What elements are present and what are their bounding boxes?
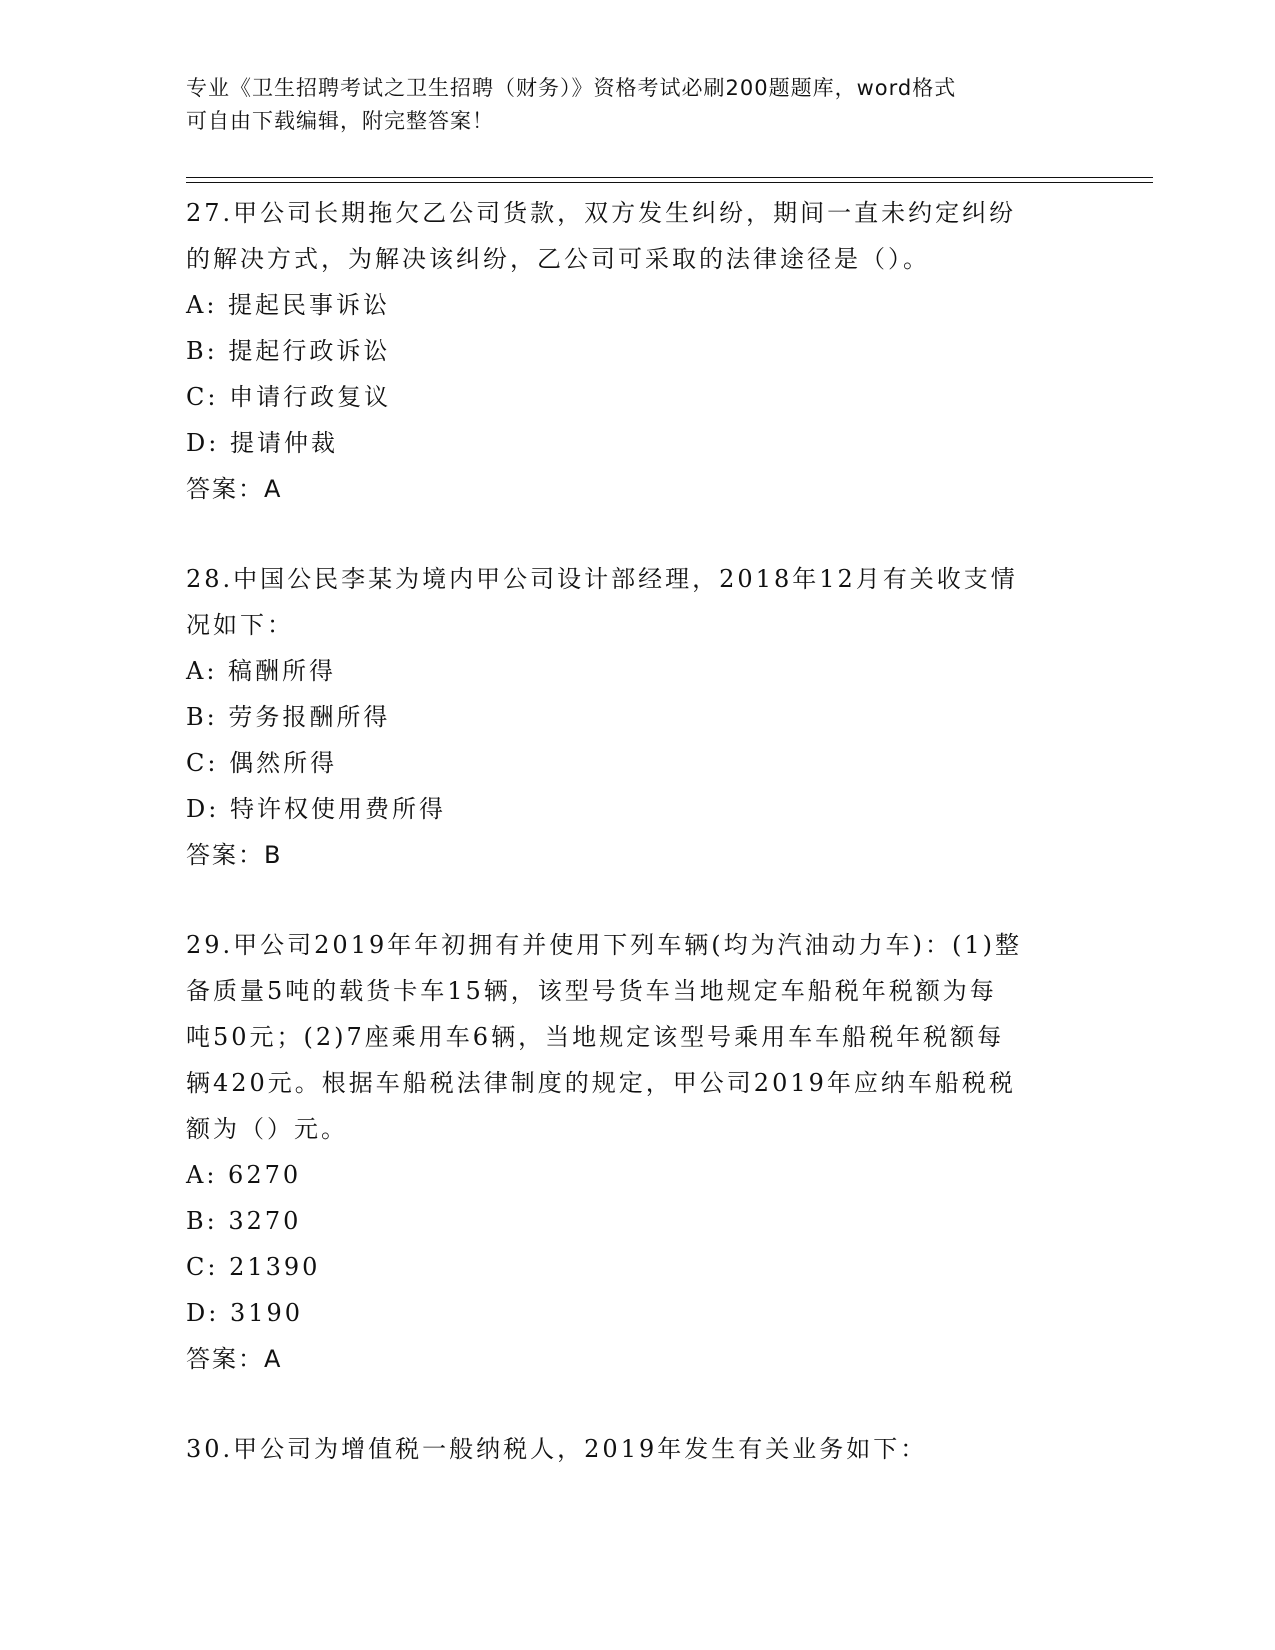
option-c: C: 偶然所得 xyxy=(186,749,338,777)
option-a: A: 稿酬所得 xyxy=(186,657,337,685)
question-29 xyxy=(186,922,1086,1382)
answer-line: 答案：B xyxy=(186,841,283,869)
question-stem xyxy=(186,1426,1086,1472)
option-d: D: 3190 xyxy=(186,1299,304,1327)
option-d: D: 提请仲裁 xyxy=(186,429,338,457)
stem-line: 28.中国公民李某为境内甲公司设计部经理，2018年12月有关收支情 xyxy=(186,565,1018,593)
option-d: D: 特许权使用费所得 xyxy=(186,795,446,823)
question-stem xyxy=(186,190,1086,282)
question-28 xyxy=(186,556,1086,878)
stem-line: 辆420元。根据车船税法律制度的规定，甲公司2019年应纳车船税税 xyxy=(186,1069,1016,1097)
stem-line: 30.甲公司为增值税一般纳税人，2019年发生有关业务如下： xyxy=(186,1435,928,1463)
answer-line: 答案：A xyxy=(186,1345,283,1373)
header-line-1: 专业《卫生招聘考试之卫生招聘（财务）》资格考试必刷200题题库，word格式 xyxy=(186,76,957,100)
header-divider-top xyxy=(186,177,1153,178)
document-header xyxy=(186,72,1086,138)
option-c: C: 21390 xyxy=(186,1253,321,1281)
header-line-2: 可自由下载编辑，附完整答案！ xyxy=(186,109,494,133)
header-divider-bottom xyxy=(186,182,1153,183)
option-a: A: 提起民事诉讼 xyxy=(186,291,391,319)
option-a: A: 6270 xyxy=(186,1161,302,1189)
question-list xyxy=(186,190,1086,1516)
stem-line: 备质量5吨的载货卡车15辆，该型号货车当地规定车船税年税额为每 xyxy=(186,977,997,1005)
stem-line: 额为（）元。 xyxy=(186,1115,348,1143)
stem-line: 况如下： xyxy=(186,611,294,639)
option-b: B: 劳务报酬所得 xyxy=(186,703,391,731)
question-27 xyxy=(186,190,1086,512)
stem-line: 27.甲公司长期拖欠乙公司货款，双方发生纠纷，期间一直未约定纠纷 xyxy=(186,199,1017,227)
option-b: B: 3270 xyxy=(186,1207,302,1235)
stem-line: 的解决方式，为解决该纠纷，乙公司可采取的法律途径是（）。 xyxy=(186,245,930,273)
question-30 xyxy=(186,1426,1086,1472)
answer-line: 答案：A xyxy=(186,475,283,503)
stem-line: 吨50元；(2)7座乘用车6辆，当地规定该型号乘用车车船税年税额每 xyxy=(186,1023,1005,1051)
question-stem xyxy=(186,922,1086,1152)
question-stem xyxy=(186,556,1086,648)
stem-line: 29.甲公司2019年年初拥有并使用下列车辆(均为汽油动力车)：(1)整 xyxy=(186,931,1022,959)
option-c: C: 申请行政复议 xyxy=(186,383,392,411)
option-b: B: 提起行政诉讼 xyxy=(186,337,391,365)
